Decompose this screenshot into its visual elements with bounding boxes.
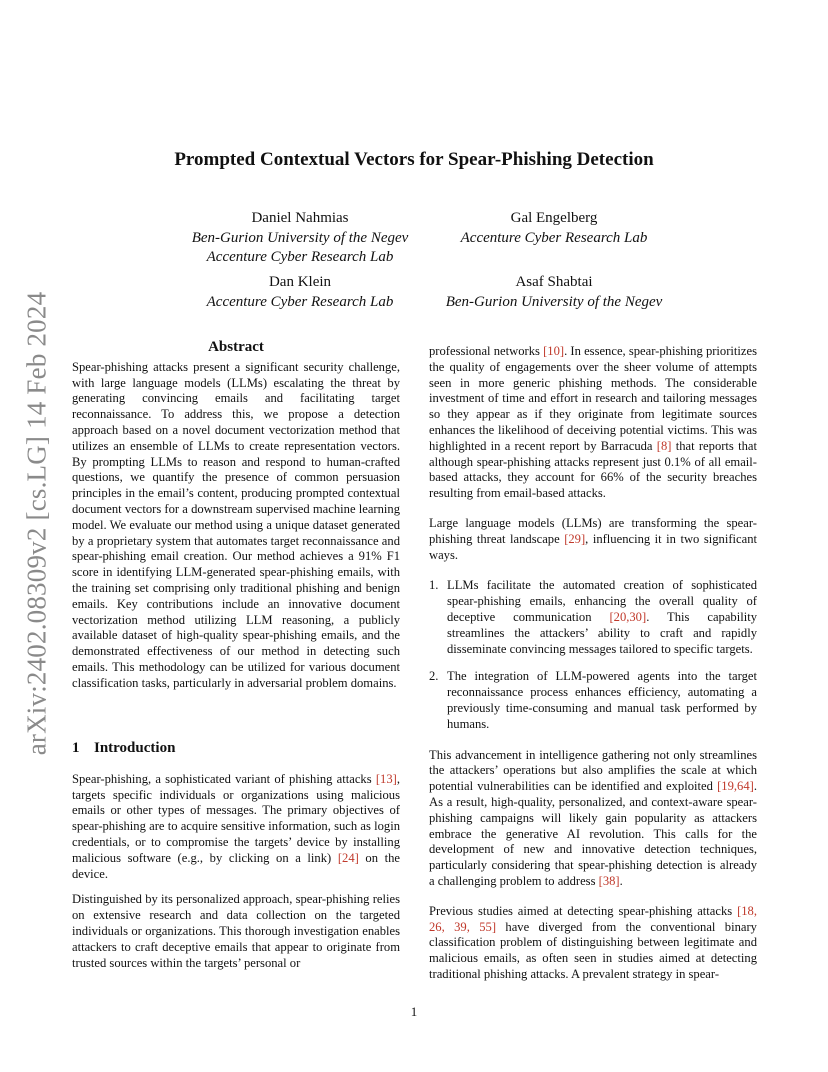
text-run: have diverged from the conventional binary classification problem of distinguishing between legitimate and malicious emails, as often seen in studies aimed at detecting traditional phishing attacks. A prevalent strategy in spear- — [429, 919, 757, 981]
text-run: Previous studies aimed at detecting spear-phishing attacks — [429, 903, 738, 918]
section-title: Introduction — [94, 740, 176, 756]
text-run: Large language models (LLMs) are transforming the spear-phishing threat landscape — [429, 515, 757, 546]
intro-paragraph-2: Distinguished by its personalized approach, spear-phishing relies on extensive research and data collection on the targeted individuals or organizations. This thorough investigation enables attackers to craft deceptive emails that appear to originate from trusted sources within the targets’ personal or — [72, 892, 400, 970]
text-run: . As a result, high-quality, personalized, and context-aware spear-phishing campaigns will likely gain popularity as attackers embrace the generative AI revolution. This calls for the development of new and innovative detection techniques, particularly considering that spear-phishing detection is already a challenging problem to address — [429, 779, 757, 888]
intro-paragraph-1 — [72, 772, 400, 883]
list-number: 2. — [429, 669, 439, 684]
arxiv-identifier: arXiv:2402.08309v2 [cs.LG] 14 Feb 2024 — [21, 291, 52, 755]
paper-title: Prompted Contextual Vectors for Spear-Phishing Detection — [174, 149, 654, 170]
arxiv-sidebar — [22, 285, 52, 761]
author-name: Daniel Nahmias — [251, 210, 349, 226]
right-column — [429, 344, 757, 983]
citation-link[interactable]: [10] — [543, 344, 565, 358]
text-run: The integration of LLM-powered agents into the target reconnaissance process enhances efficiency, automating a previously time-consuming and manual task performed by humans. — [447, 669, 757, 731]
text-run: , influencing it in two significant ways. — [429, 531, 757, 562]
body-paragraph — [429, 748, 757, 890]
text-run: This advancement in intelligence gathering not only streamlines the attackers’ operations but also amplifies the scale at which potential vulnerabilities can be identified and exploited — [429, 747, 757, 794]
author-block — [150, 209, 450, 268]
text-run: LLMs facilitate the automated creation of sophisticated spear-phishing emails, enhancing the overall quality of deceptive communication — [447, 578, 757, 624]
body-paragraph — [429, 516, 757, 563]
author-affiliation: Ben-Gurion University of the Negev — [191, 229, 409, 246]
text-run: . — [619, 873, 623, 888]
author-affiliation: Accenture Cyber Research Lab — [206, 249, 394, 265]
citation-link[interactable]: [38] — [598, 873, 620, 888]
citation-link[interactable]: [29] — [564, 531, 586, 546]
left-column — [72, 340, 400, 692]
citation-link[interactable]: [13] — [375, 771, 397, 786]
list-number: 1. — [429, 578, 439, 593]
author-name: Dan Klein — [268, 274, 332, 290]
citation-link[interactable]: [18, 26, 39, 55] — [429, 903, 757, 934]
author-name: Asaf Shabtai — [515, 274, 593, 290]
list-item — [429, 669, 757, 732]
abstract-text: Spear-phishing attacks present a significant security challenge, with large language models (LLMs) escalating the threat by generating convincing emails and facilitating target reconnaissance. To address this, we propose a detection approach based on a novel document vectorization method that utilizes an ensemble of LLMs to create representation vectors. By prompting LLMs to reason and respond to human-crafted questions, we quantify the presence of common persuasion principles in the email’s content, producing prompted contextual document vectors for a downstream supervised machine learning model. We evaluate our method using a unique dataset generated by a proprietary system that automates target reconnaissance and spear-phishing email creation. Our method achieves a 91% F1 score in identifying LLM-generated spear-phishing emails, with the training set comprising only traditional phishing and benign emails. Key contributions include an innovative document vectorization method utilizing LLM reasoning, a publicly available dataset of high-quality spear-phishing emails, and the demonstrated effectiveness of our method in detecting such emails. This methodology can be utilized for various document classification tasks, particularly in adversarial problem domains. — [72, 359, 400, 690]
text-run: . This capability streamlines the attackers’ ability to craft and rapidly disseminate convincing messages tailored to specific targets. — [447, 609, 758, 656]
text-run: professional networks — [429, 344, 544, 358]
abstract-heading: Abstract — [208, 339, 264, 355]
body-paragraph — [429, 904, 757, 983]
body-paragraph — [429, 344, 757, 502]
text-run: on the device. — [72, 850, 401, 881]
section-number: 1 — [72, 740, 80, 756]
citation-link[interactable]: [24] — [337, 850, 359, 865]
author-block — [418, 273, 690, 312]
text-run: . In essence, spear-phishing prioritizes the quality of engagements over the sheer volume of attempts seen in more generic phishing methods. The considerable investment of time and effort in research and tailoring messages so they appear as if they originate from legitimate sources enhances the likelihood of deceiving potential victims. This was highlighted in a recent report by Barracuda — [429, 344, 757, 453]
text-run: Spear-phishing, a sophisticated variant of phishing attacks — [72, 771, 376, 786]
text-run: that reports that although spear-phishing attacks represent just 0.1% of all email-based attacks, they account for 66% of the security breaches resulting from email-based attacks. — [429, 438, 757, 501]
section-heading — [72, 741, 400, 757]
author-name: Gal Engelberg — [510, 210, 598, 226]
introduction-section — [72, 741, 400, 971]
numbered-list — [429, 578, 757, 732]
author-block — [418, 209, 690, 248]
citation-link[interactable]: [19,64] — [717, 779, 754, 794]
author-affiliation: Accenture Cyber Research Lab — [460, 229, 648, 246]
citation-link[interactable]: [8] — [656, 438, 672, 453]
page-number: 1 — [410, 1004, 418, 1019]
list-item — [429, 578, 757, 657]
text-run: , targets specific individuals or organizations using malicious emails or other types of messages. The primary objectives of spear-phishing are to acquire sensitive information, such as login credentials, or to compromise the targets’ device by installing malicious software (e.g., by clicking on a link) — [72, 771, 400, 865]
author-affiliation: Accenture Cyber Research Lab — [206, 293, 394, 310]
citation-link[interactable]: [20,30] — [609, 609, 647, 624]
author-block — [150, 273, 450, 312]
author-affiliation: Ben-Gurion University of the Negev — [445, 293, 663, 310]
